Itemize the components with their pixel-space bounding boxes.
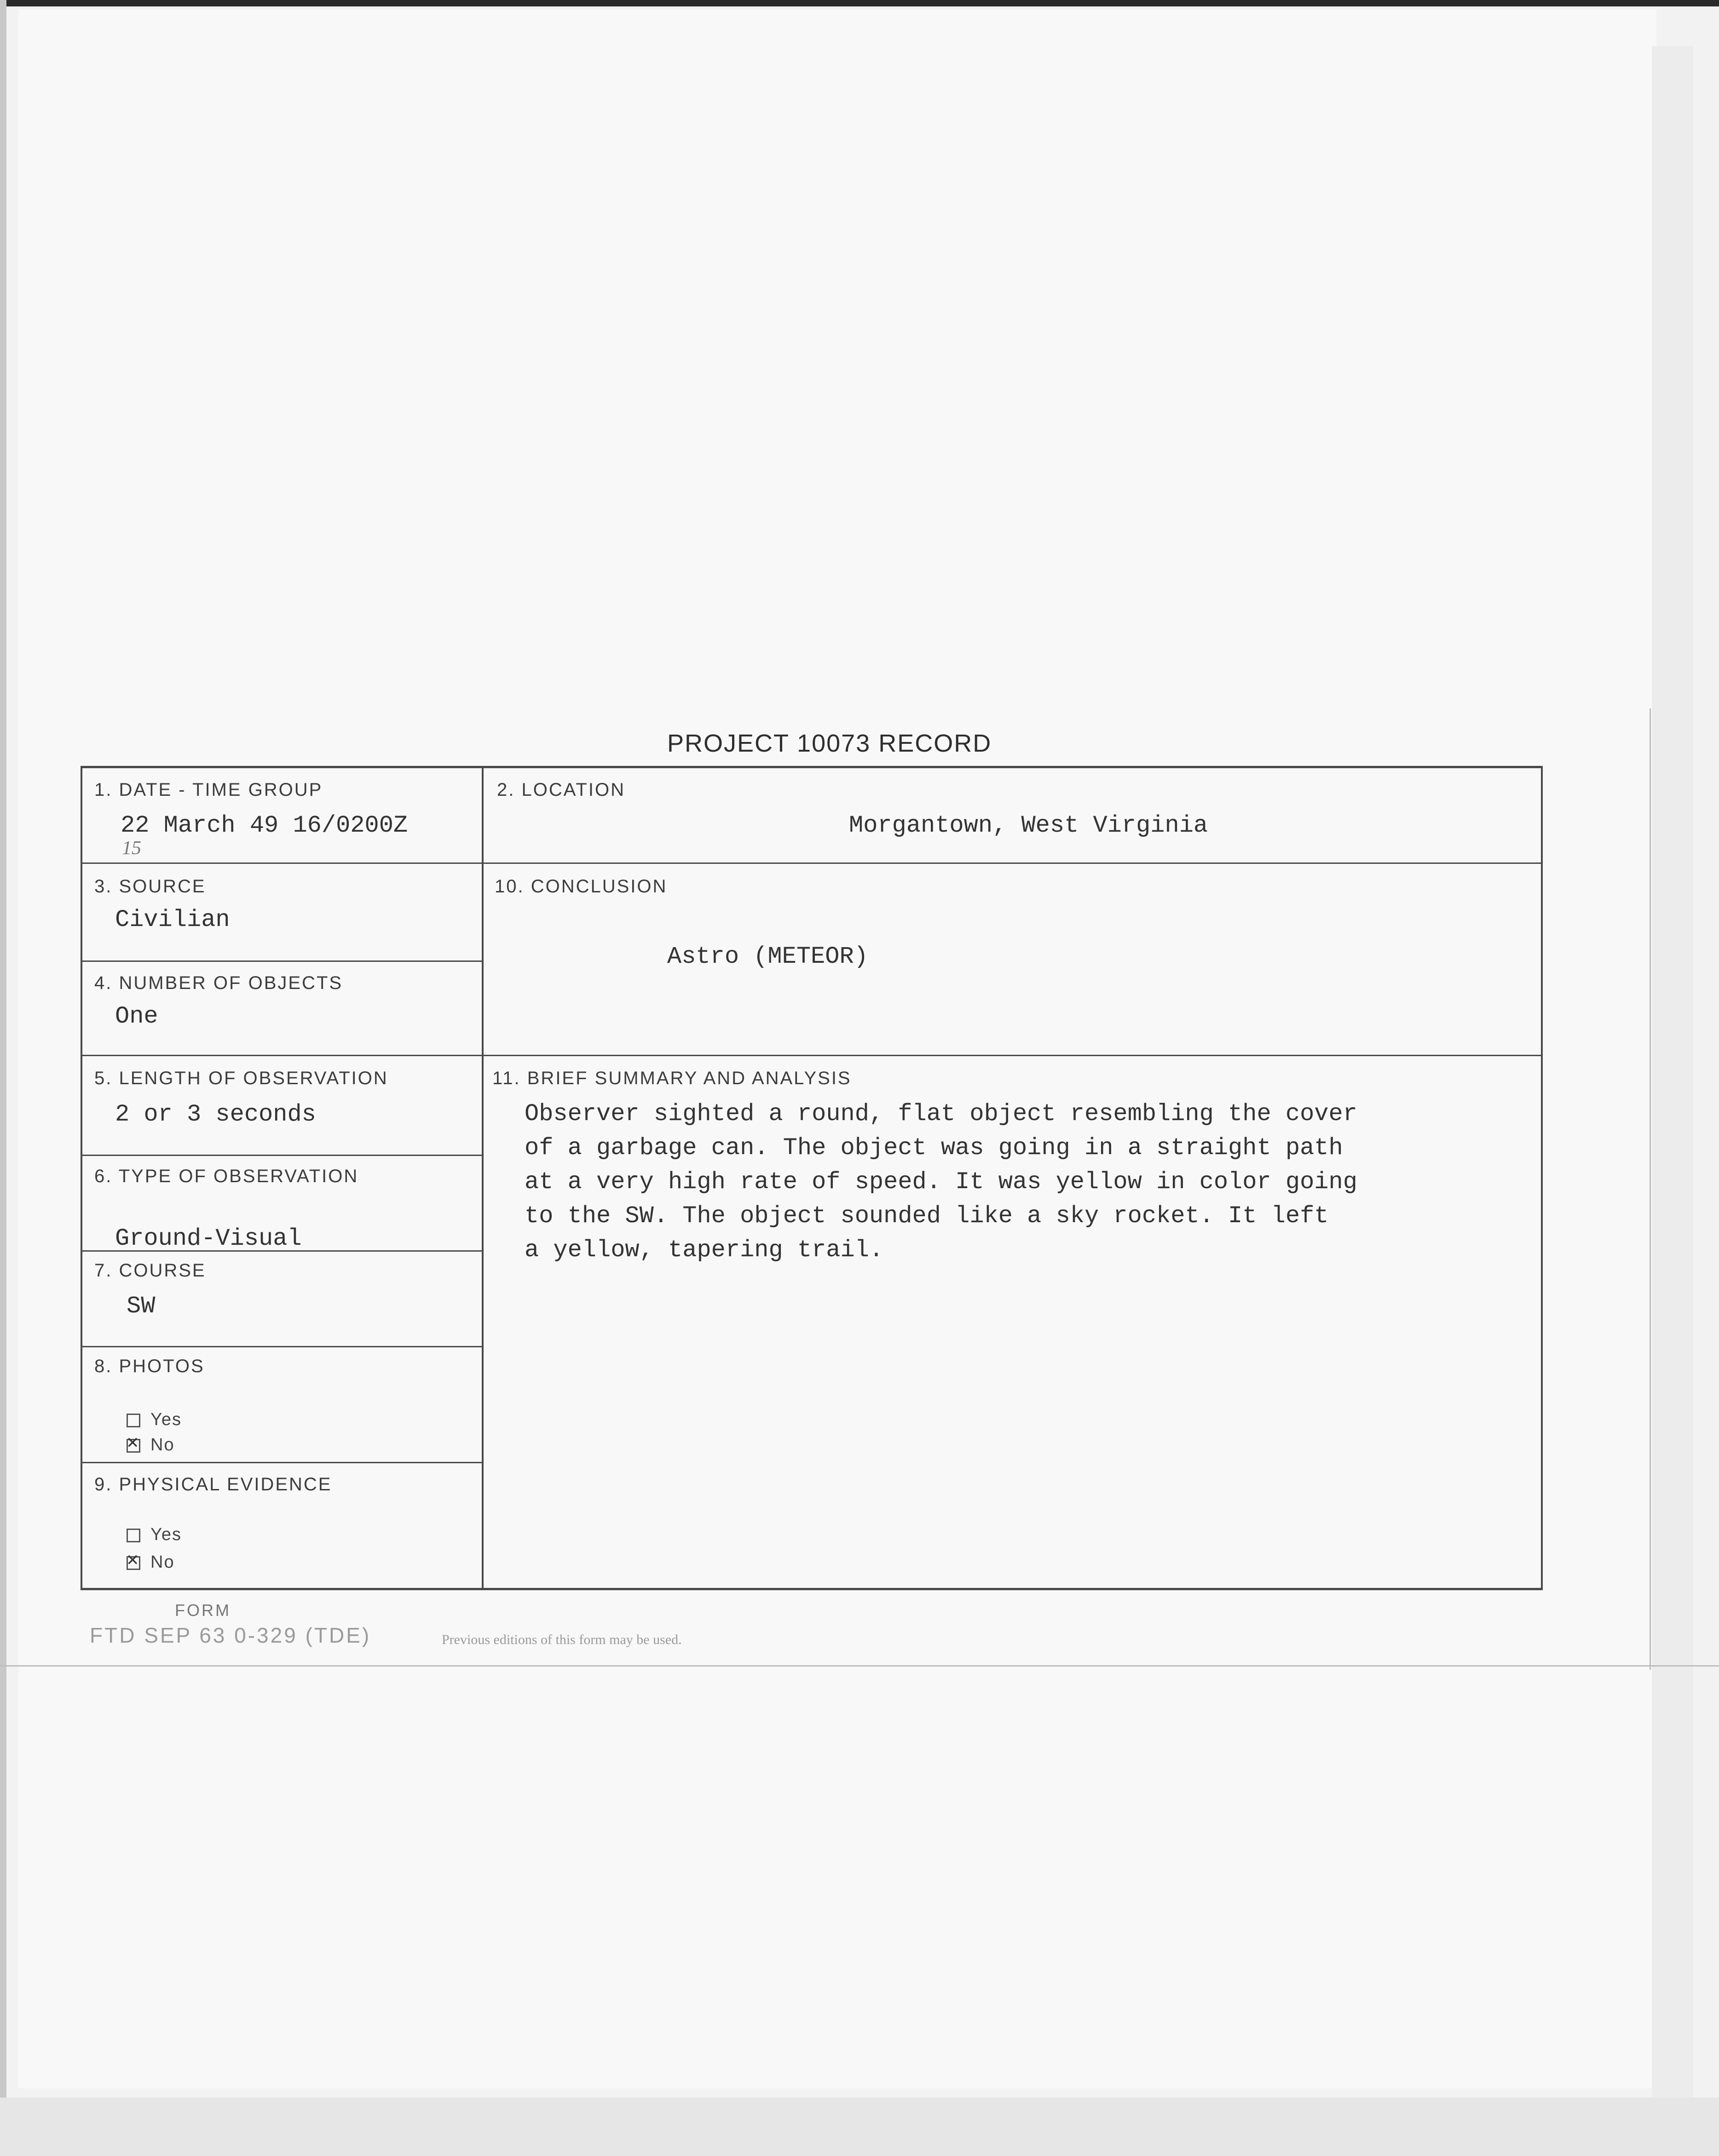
physical-evidence-no-label: No (150, 1552, 175, 1572)
form-top-border (81, 766, 1543, 768)
conclusion-label: 10. CONCLUSION (495, 876, 668, 897)
row-divider-left-1 (81, 960, 483, 962)
date-time-label: 1. DATE - TIME GROUP (94, 780, 323, 800)
photos-no-checkbox (127, 1439, 140, 1453)
page-fold-line (0, 1665, 1719, 1667)
form-left-border (81, 766, 82, 1590)
conclusion-value: Astro (METEOR) (667, 943, 868, 970)
physical-evidence-yes-label: Yes (150, 1525, 182, 1544)
course-label: 7. COURSE (94, 1260, 206, 1281)
form-title: PROJECT 10073 RECORD (667, 730, 992, 757)
form-right-border (1541, 766, 1543, 1590)
form-bottom-border (81, 1588, 1543, 1590)
row-divider-left-5 (81, 1462, 483, 1463)
row-divider-left-4 (81, 1346, 483, 1347)
scan-bottom-strip (0, 2098, 1719, 2156)
photos-yes-option (127, 1410, 182, 1430)
location-label: 2. LOCATION (497, 780, 625, 800)
physical-evidence-yes-checkbox (127, 1529, 140, 1542)
footer-note: Previous editions of this form may be used. (442, 1632, 682, 1647)
source-value: Civilian (115, 906, 230, 933)
length-of-observation-value: 2 or 3 seconds (115, 1101, 316, 1128)
length-of-observation-label: 5. LENGTH OF OBSERVATION (94, 1068, 388, 1088)
physical-evidence-no-option (127, 1552, 175, 1572)
row-divider-2 (81, 1055, 1543, 1056)
source-label: 3. SOURCE (94, 876, 206, 897)
type-of-observation-label: 6. TYPE OF OBSERVATION (94, 1166, 359, 1186)
summary-label: 11. BRIEF SUMMARY AND ANALYSIS (492, 1068, 852, 1088)
row-divider-left-2 (81, 1155, 483, 1156)
date-time-value: 22 March 49 16/0200Z (121, 812, 408, 839)
form-center-divider (482, 766, 484, 1590)
summary-text: Observer sighted a round, flat object resembling the cover of a garbage can. The object was going in a straight path at a very high rate of speed. It was yellow in color going to the SW. The object sounded like a sky rocket. It left a yellow, tapering trail. (525, 1100, 1357, 1264)
scan-left-edge (0, 0, 6, 2156)
physical-evidence-no-checkbox (127, 1556, 140, 1570)
type-of-observation-value: Ground-Visual (115, 1225, 302, 1252)
physical-evidence-label: 9. PHYSICAL EVIDENCE (94, 1474, 332, 1495)
photos-no-option (127, 1435, 175, 1455)
footer-form-code: FTD SEP 63 0-329 (TDE) (90, 1623, 371, 1647)
physical-evidence-yes-option (127, 1525, 182, 1545)
document-page (18, 9, 1656, 2088)
course-value: SW (127, 1293, 156, 1320)
footer-form-word: FORM (175, 1601, 231, 1620)
photos-yes-label: Yes (150, 1410, 182, 1429)
date-handwritten-annotation: 15 (122, 838, 141, 859)
photos-label: 8. PHOTOS (94, 1356, 205, 1376)
number-of-objects-value: One (115, 1003, 158, 1030)
form-right-margin-line (1650, 708, 1651, 1670)
number-of-objects-label: 4. NUMBER OF OBJECTS (94, 973, 343, 993)
scan-right-shade (1652, 46, 1693, 2116)
location-value: Morgantown, West Virginia (849, 812, 1208, 839)
photos-yes-checkbox (127, 1414, 140, 1427)
row-divider-1 (81, 862, 1543, 864)
scan-top-edge (0, 0, 1719, 6)
photos-no-label: No (150, 1435, 175, 1455)
